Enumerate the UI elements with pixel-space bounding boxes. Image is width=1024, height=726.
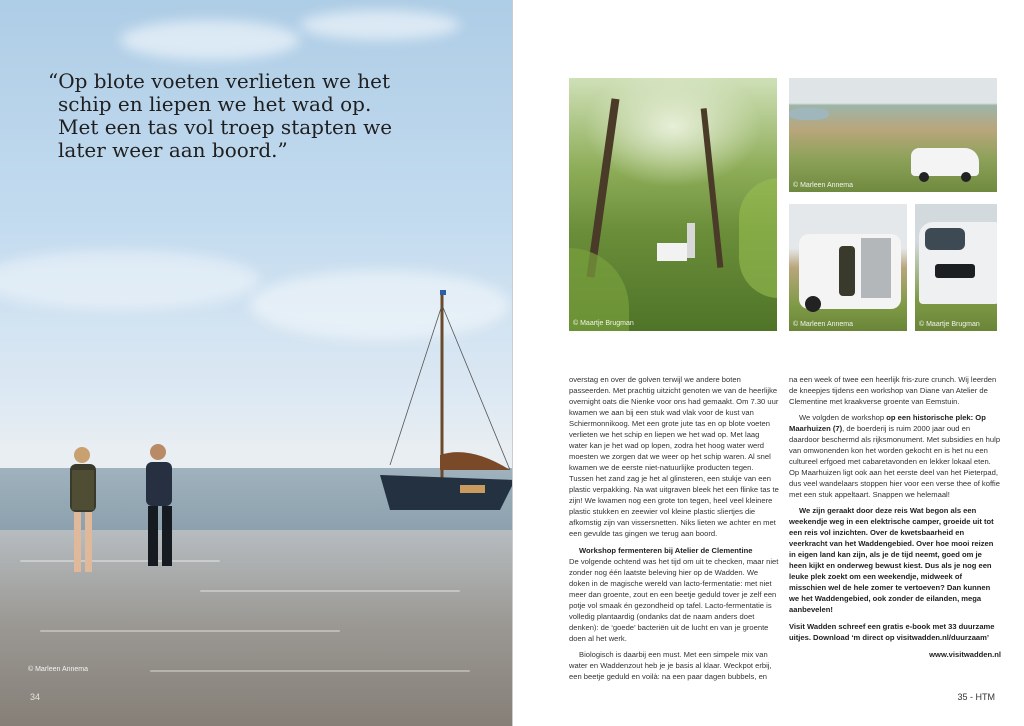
ripple [200, 590, 460, 592]
quote-line: Met een tas vol troep stapten we [58, 115, 393, 139]
paragraph-text: We volgden de workshop [799, 413, 887, 422]
photo-credit: © Maartje Brugman [919, 321, 980, 328]
cloud [300, 10, 460, 40]
body-paragraph: overstag en over de golven terwijl we andere boten passeerden. Met prachtig uitzicht genoten we van de heerlijke overnight oats die Nienke voor ons had gemaakt. Om 7.30 uur kwamen we aan bij een stuk wad vlak voor de kust van Schiermonnikoog. Met een grote jute tas en op blote voeten verlieten we het schip en liepen we het wad op. Met laag water kan je het wad op lopen, zodra het hoog water werd moesten we zorgen dat we weer op het schip waren. Al snel kwamen we de eerste niet-natuurlijke producten tegen. Tussen het zand zag je het al glinsteren, een stukje van een plastic verpakking. Na wat uitgraven bleek het een flinke tas te zijn! We kwamen nog een grote ton tegen, heel veel kleinere plastic stukken en zeewier vol kleine plastic sliertjes die afkomstig zijn van vissersnetten. Niks lieten we achter en met een gevulde tas gingen we terug aan boord. [569, 375, 779, 538]
section-heading: Workshop fermenteren bij Atelier de Clementine [579, 546, 753, 555]
garden-table-photo [569, 78, 777, 331]
body-paragraph: De volgende ochtend was het tijd om uit te checken, maar niet zonder nog één laatste beleving hier op de Wadden. We doken in de magische wereld van lacto-fermentatie: met niet meer dan groente, zout en een beetje geduld tover je zelf een potje vol smaak én gezondheid op tafel. Lacto-fermentatie is volledig plantaardig (ondanks dat de naam anders doet denken): de ‘goede’ bacteriën uit de lucht en van je groente doen al het werk. [569, 557, 779, 643]
text-column-1 [569, 374, 779, 682]
sailboat-illustration [370, 285, 512, 515]
right-page [512, 0, 1024, 726]
paragraph-bold-text: op een historische plek: Op Maarhuizen (7) [789, 413, 986, 433]
photo-credit: © Marleen Annema [793, 321, 854, 328]
ripple [40, 630, 340, 632]
paragraph-text: , de boerderij is ruim 2000 jaar oud en daardoor beschermd als rijksmonument. Met subsidies en hulp van omwonenden kon het worden gekocht en is het nu een cultureel erfgoed met cabaretavonden en lekker lokaal eten. Op Maarhuizen ligt ook aan het eerste deel van het Pieterpad, dus veel wandelaars stoppen hier voor een verse thee of koffie met een stuk appeltaart. Snappen we helemaal! [789, 424, 1001, 499]
body-paragraph: Biologisch is daarbij een must. Met een simpele mix van water en Waddenzout heb je je basis al klaar. Weckpot erbij, een beetje geduld en voilà: na een paar dagen bubbels, en [569, 650, 772, 681]
camper-front-photo [915, 204, 997, 331]
text-column-2 [789, 374, 1001, 660]
page-footer: 35 - HTM [957, 692, 995, 702]
closing-paragraph: We zijn geraakt door deze reis Wat begon als een weekendje weg in een elektrische camper, groeide uit tot een reis vol inzichten. Over de kwetsbaarheid en veerkracht van het Waddengebied. Over hoe mooi reizen in eigen land kan zijn, als je de tijd neemt, goed om je heen kijkt en onderweg bewust kiest. Dus als je nog een leuke plek zoekt om een weekendje, midweek of misschien wel de hele zomer te vertoeven? Dan kunnen we het Waddengebied, ook zonder de eilanden, mega aanbevelen! [789, 506, 994, 614]
cloud [120, 20, 300, 60]
page-number-left: 34 [30, 692, 41, 702]
body-paragraph: na een week of twee een heerlijk fris-zure crunch. Wij leerden de kneepjes tijdens een workshop van Diane van Atelier de Clementine met kraakverse groente van Eemstuin. [789, 375, 997, 406]
website-link[interactable]: www.visitwadden.nl [929, 650, 1001, 659]
quote-line: later weer aan boord.” [58, 138, 288, 162]
woman-camper-photo [789, 204, 907, 331]
quote-line: “Op blote voeten verlieten we het [48, 69, 391, 93]
body-paragraph [789, 412, 1001, 500]
quote-line: schip en liepen we het wad op. [58, 92, 372, 116]
photo-credit: © Marleen Annema [793, 182, 854, 189]
ebook-note: Visit Wadden schreef een gratis e-book met 33 duurzame uitjes. Download ‘m direct op visitwadden.nl/duurzaam’ [789, 622, 995, 642]
pull-quote [48, 70, 408, 162]
photo-credit: © Marleen Annema [28, 666, 89, 673]
ripple [150, 670, 470, 672]
camper-landscape-photo [789, 78, 997, 192]
photo-credit: © Maartje Brugman [573, 320, 634, 327]
two-women-walking [50, 440, 200, 590]
